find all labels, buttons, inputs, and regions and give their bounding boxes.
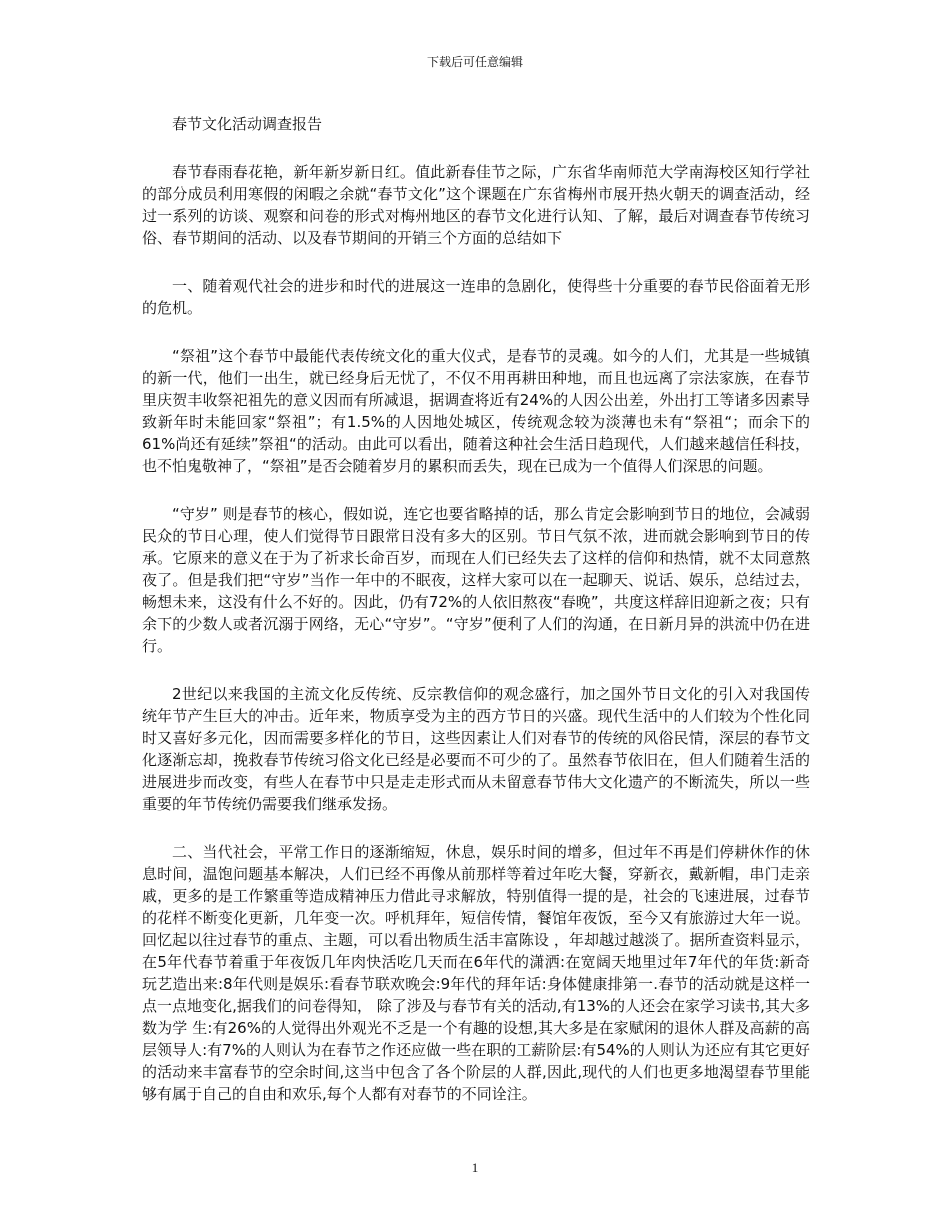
paragraph-section-1-heading: 一、随着观代社会的进步和时代的进展这一连串的急剧化，使得些十分重要的春节民俗面着无形的危机。 <box>142 277 810 317</box>
paragraph-intro: 春节春雨春花艳，新年新岁新日红。值此新春佳节之际，广东省华南师范大学南海校区知行学社的部分成员利用寒假的闲暇之余就“春节文化”这个课题在广东省梅州市展开热火朝天的调查活动，经过一系列的访谈、观察和问卷的形式对梅州地区的春节文化进行认知、了解，最后对调查春节传统习俗、春节期间的活动、以及春节期间的开销三个方面的总结如下 <box>142 163 810 247</box>
page-header-note: 下载后可任意编辑 <box>426 55 523 69</box>
report-title: 春节文化活动调查报告 <box>172 115 323 133</box>
paragraph-ancestor-worship: “祭祖”这个春节中最能代表传统文化的重大仪式，是春节的灵魂。如今的人们，尤其是一些城镇的新一代，他们一出生，就已经身后无忧了，不仅不用再耕田种地，而且也远离了宗法家族，在春节里庆贺丰收祭祀祖先的意义因而有所减退，据调查将近有24%的人因公出差，外出打工等诸多因素导致新年时未能回家“祭祖”；有1.5%的人因地处城区，传统观念较为淡薄也未有“祭祖“；而余下的61%尚还有延续”祭祖“的活动。由此可以看出，随着这种社会生活日趋现代，人们越来越信任科技，也不怕鬼敬神了，“祭祖”是否会随着岁月的累积而丢失，现在已成为一个值得人们深思的问题。 <box>142 347 810 475</box>
paragraph-cultural-impact: 2世纪以来我国的主流文化反传统、反宗教信仰的观念盛行，加之国外节日文化的引入对我国传统年节产生巨大的冲击。近年来，物质享受为主的西方节日的兴盛。现代生活中的人们较为个性化同时又喜好多元化，因而需要多样化的节日，这些因素让人们对春节的传统的风俗民情，深层的春节文化逐渐忘却，挽救春节传统习俗文化已经是必要而不可少的了。虽然春节依旧在，但人们随着生活的进展进步而改变，有些人在春节中只是走走形式而从未留意春节伟大文化遗产的不断流失，所以一些重要的年节传统仍需要我们继承发扬。 <box>142 685 810 813</box>
document-body <box>142 114 810 1131</box>
paragraph-new-year-eve-vigil: “守岁” 则是春节的核心，假如说，连它也要省略掉的话，那么肯定会影响到节日的地位，会减弱民众的节日心理，使人们觉得节日跟常日没有多大的区别。节日气氛不浓，进而就会影响到节日的传承。它原来的意义在于为了祈求长命百岁，而现在人们已经失去了这样的信仰和热情，就不太同意熬夜了。但是我们把“守岁”当作一年中的不眠夜，这样大家可以在一起聊天、说话、娱乐，总结过去，畅想未来，这没有什么不好的。因此，仍有72%的人依旧熬夜“春晚”，共度这样辞旧迎新之夜；只有余下的少数人或者沉溺于网络，无心“守岁”。“守岁”便利了人们的沟通，在日新月异的洪流中仍在进行。 <box>142 505 810 655</box>
paragraph-section-2: 二、当代社会，平常工作日的逐渐缩短，休息，娱乐时间的增多，但过年不再是们停耕休作的休息时间，温饱问题基本解决，人们已经不再像从前那样等着过年吃大餐，穿新衣，戴新帽，串门走亲戚，更多的是工作繁重等造成精神压力借此寻求解放，特别值得一提的是，社会的飞速进展，过春节的花样不断变化更新，几年变一次。呼机拜年，短信传情，餐馆年夜饭，至今又有旅游过大年一说。回忆起以往过春节的重点、主题，可以看出物质生活丰富陈设 ，年却越过越淡了。据所查资料显示，在5年代春节着重于年夜饭几年肉快活吃几天而在6年代的潇洒:在宽阔天地里过年7年代的年货:新奇玩艺造出来:8年代则是娱乐:看春节联欢晚会:9年代的拜年话:身体健康排第一.春节的活动就是这样一点一点地变化,据我们的问卷得知， 除了涉及与春节有关的活动,有13%的人还会在家学习读书,其大多数为学 生:有26%的人觉得出外观光不乏是一个有趣的设想,其大多是在家赋闲的退休人群及高薪的高层领导人:有7%的人则认为在春节之作还应做一些在职的工薪阶层:有54%的人则认为还应有其它更好的活动来丰富春节的空余时间,这当中包含了各个阶层的人群,因此,现代的人们也更多地渴望春节里能够有属于自己的自由和欢乐,每个人都有对春节的不同诠注。 <box>142 843 810 1103</box>
page-number: 1 <box>471 1160 479 1175</box>
